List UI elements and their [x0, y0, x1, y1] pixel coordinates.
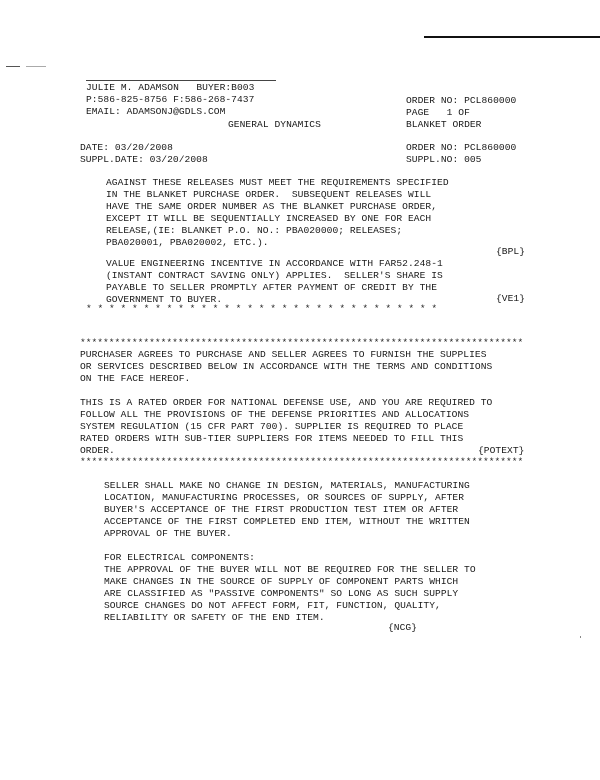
electrical-line: ARE CLASSIFIED AS "PASSIVE COMPONENTS" SO LONG AS SUCH SUPPLY: [104, 588, 459, 599]
ve-clause-code: {VE1}: [496, 293, 526, 304]
no-change-line: SELLER SHALL MAKE NO CHANGE IN DESIGN, MATERIALS, MANUFACTURING: [104, 480, 470, 491]
blanket-clause-line: RELEASE,(IE: BLANKET P.O. NO.: PBA020000; RELEASES;: [106, 225, 403, 236]
dates-suppl-no: SUPPL.NO: 005: [406, 154, 482, 165]
dates-order-no: ORDER NO: PCL860000: [406, 142, 517, 153]
scan-mark-left: [6, 66, 20, 67]
rated-order-code: {POTEXT}: [478, 445, 525, 456]
blanket-clause-line: IN THE BLANKET PURCHASE ORDER. SUBSEQUENT RELEASES WILL: [106, 189, 432, 200]
rated-order-line: ORDER.: [80, 445, 115, 456]
electrical-code: {NCG}: [388, 622, 418, 633]
company-name: GENERAL DYNAMICS: [228, 119, 321, 130]
email-line: EMAIL: ADAMSONJ@GDLS.COM: [86, 106, 226, 117]
star-separator-bottom: *****************************************************************************: [80, 456, 524, 467]
no-change-line: BUYER'S ACCEPTANCE OF THE FIRST PRODUCTION TEST ITEM OR AFTER: [104, 504, 459, 515]
rated-order-line: THIS IS A RATED ORDER FOR NATIONAL DEFENSE USE, AND YOU ARE REQUIRED TO: [80, 397, 493, 408]
scan-mark-top-right: [424, 36, 600, 38]
spaced-star-row: * * * * * * * * * * * * * * * * * * * * * * * * * * * * * * *: [86, 303, 438, 314]
rated-order-line: RATED ORDERS WITH SUB-TIER SUPPLIERS FOR ITEMS NEEDED TO FILL THIS: [80, 433, 464, 444]
header-page: PAGE 1 OF: [406, 107, 470, 118]
rated-order-line: SYSTEM REGULATION (15 CFR PART 700). SUPPLIER IS REQUIRED TO PLACE: [80, 421, 464, 432]
date-line: DATE: 03/20/2008: [80, 142, 173, 153]
electrical-line: SOURCE CHANGES DO NOT AFFECT FORM, FIT, FUNCTION, QUALITY,: [104, 600, 441, 611]
ve-clause-line: PAYABLE TO SELLER PROMPTLY AFTER PAYMENT OF CREDIT BY THE: [106, 282, 438, 293]
electrical-line: RELIABILITY OR SAFETY OF THE END ITEM.: [104, 612, 325, 623]
electrical-heading: FOR ELECTRICAL COMPONENTS:: [104, 552, 255, 563]
blanket-clause-line: AGAINST THESE RELEASES MUST MEET THE REQUIREMENTS SPECIFIED: [106, 177, 449, 188]
suppl-date-line: SUPPL.DATE: 03/20/2008: [80, 154, 208, 165]
ve-clause-line: GOVERNMENT TO BUYER.: [106, 294, 223, 305]
blanket-clause-line: EXCEPT IT WILL BE SEQUENTIALLY INCREASED BY ONE FOR EACH: [106, 213, 432, 224]
phone-line: P:586-825-8756 F:586-268-7437: [86, 94, 255, 105]
no-change-line: ACCEPTANCE OF THE FIRST COMPLETED END ITEM, WITHOUT THE WRITTEN: [104, 516, 470, 527]
star-separator-top: *****************************************************************************: [80, 337, 524, 348]
ve-clause-line: (INSTANT CONTRACT SAVING ONLY) APPLIES. SELLER'S SHARE IS: [106, 270, 443, 281]
no-change-line: APPROVAL OF THE BUYER.: [104, 528, 232, 539]
buyer-line: JULIE M. ADAMSON BUYER:B003: [86, 82, 255, 93]
blanket-clause-line: HAVE THE SAME ORDER NUMBER AS THE BLANKET PURCHASE ORDER,: [106, 201, 438, 212]
header-rule: [86, 80, 276, 81]
no-change-line: LOCATION, MANUFACTURING PROCESSES, OR SOURCES OF SUPPLY, AFTER: [104, 492, 465, 503]
scan-mark-left-2: [26, 66, 46, 67]
header-order-no: ORDER NO: PCL860000: [406, 95, 517, 106]
electrical-line: MAKE CHANGES IN THE SOURCE OF SUPPLY OF COMPONENT PARTS WHICH: [104, 576, 459, 587]
electrical-line: THE APPROVAL OF THE BUYER WILL NOT BE REQUIRED FOR THE SELLER TO: [104, 564, 476, 575]
header-order-type: BLANKET ORDER: [406, 119, 482, 130]
rated-order-line: FOLLOW ALL THE PROVISIONS OF THE DEFENSE PRIORITIES AND ALLOCATIONS: [80, 409, 470, 420]
ve-clause-line: VALUE ENGINEERING INCENTIVE IN ACCORDANCE WITH FAR52.248-1: [106, 258, 443, 269]
blanket-clause-line: PBA020001, PBA020002, ETC.).: [106, 237, 269, 248]
purchase-agreement-line: OR SERVICES DESCRIBED BELOW IN ACCORDANCE WITH THE TERMS AND CONDITIONS: [80, 361, 493, 372]
purchase-agreement-line: PURCHASER AGREES TO PURCHASE AND SELLER AGREES TO FURNISH THE SUPPLIES: [80, 349, 487, 360]
scan-speck: [580, 636, 581, 638]
purchase-agreement-line: ON THE FACE HEREOF.: [80, 373, 191, 384]
blanket-clause-code: {BPL}: [496, 246, 526, 257]
